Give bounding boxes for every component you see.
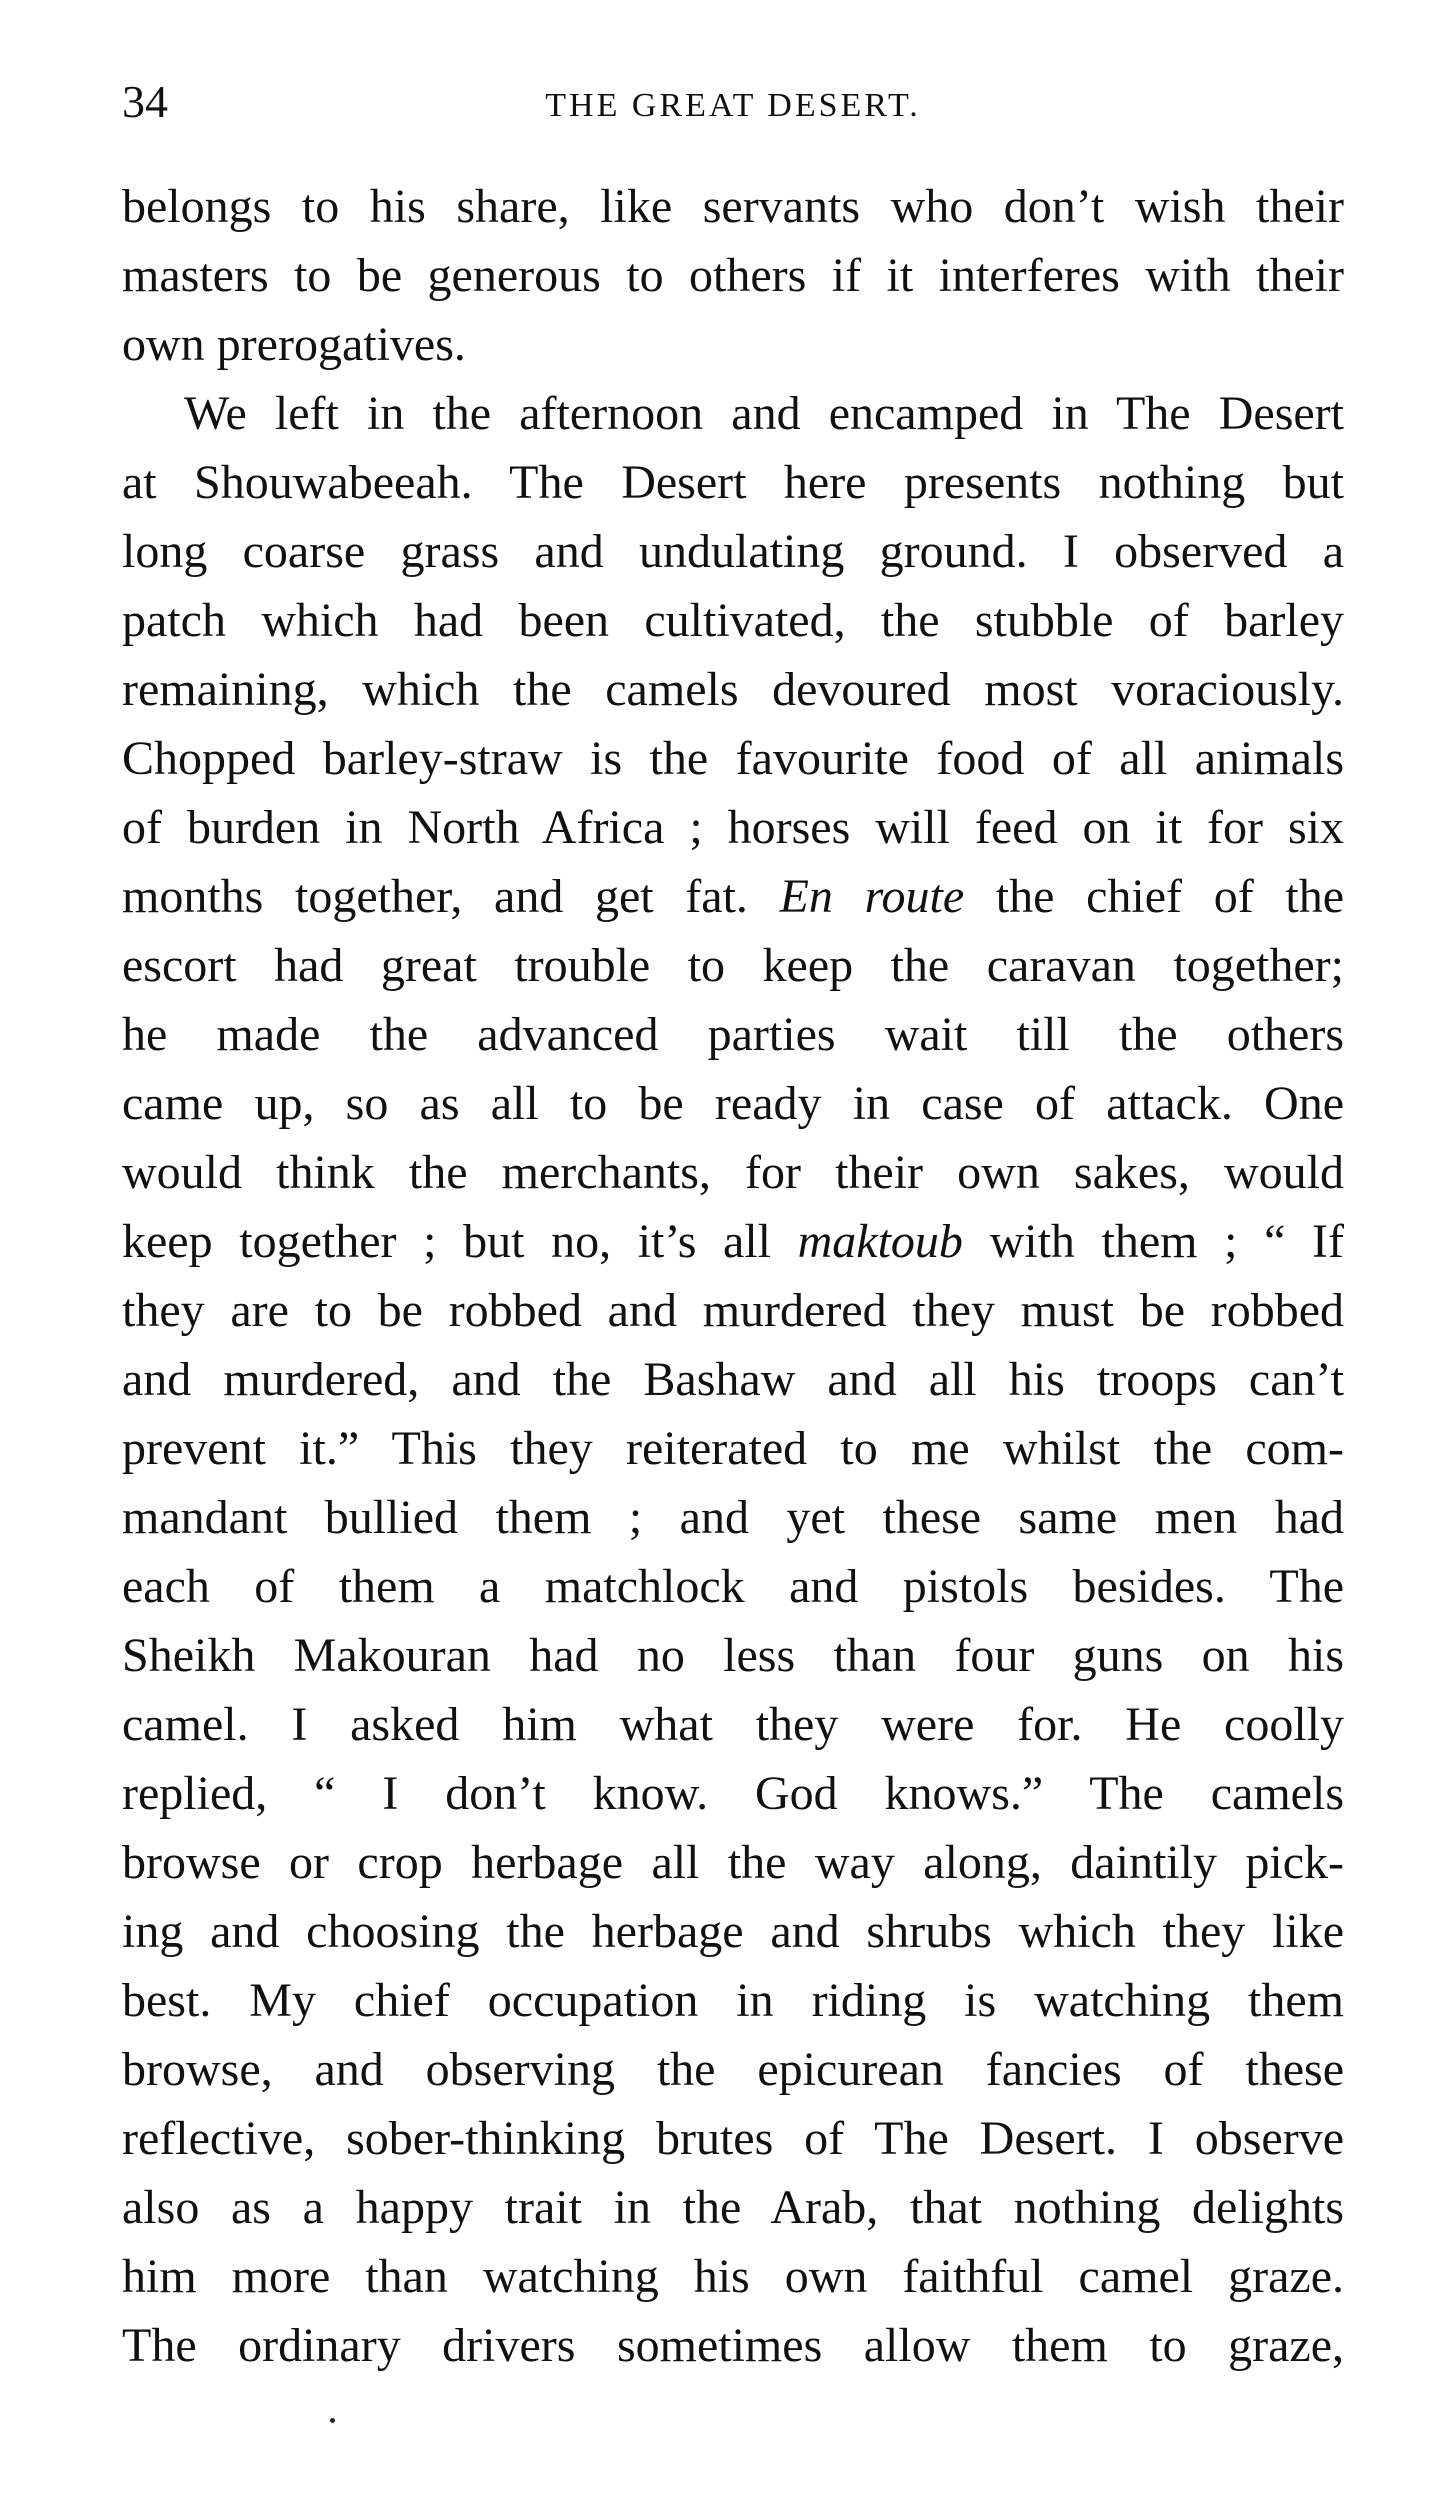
body-text bbox=[122, 172, 1344, 2380]
text-line: came up, so as all to be ready in case of attack. One bbox=[122, 1077, 1344, 1130]
text-line: they are to be robbed and murdered they must be robbed bbox=[122, 1284, 1344, 1337]
running-title: THE GREAT DESERT. bbox=[545, 87, 921, 124]
running-head bbox=[122, 72, 1344, 132]
text-line: prevent it.” This they reiterated to me whilst the com- bbox=[122, 1422, 1344, 1475]
page-number: 34 bbox=[122, 76, 168, 127]
text-line: replied, “ I don’t know. God knows.” The camels bbox=[122, 1767, 1344, 1820]
text-line: ing and choosing the herbage and shrubs which they like bbox=[122, 1905, 1344, 1958]
text-line: Chopped barley-straw is the favourite food of all animals bbox=[122, 732, 1344, 785]
text-line: each of them a matchlock and pistols besides. The bbox=[122, 1560, 1344, 1613]
text-line: would think the merchants, for their own sakes, would bbox=[122, 1146, 1344, 1199]
text-line: long coarse grass and undulating ground. I observed a bbox=[122, 525, 1344, 578]
text-line: mandant bullied them ; and yet these same men had bbox=[122, 1491, 1344, 1544]
text-line: Sheikh Makouran had no less than four guns on his bbox=[122, 1629, 1344, 1682]
text-line: at Shouwabeeah. The Desert here presents nothing but bbox=[122, 456, 1344, 509]
ink-speck bbox=[330, 2418, 335, 2423]
text-line: him more than watching his own faithful camel graze. bbox=[122, 2250, 1344, 2303]
text-line: masters to be generous to others if it interferes with their bbox=[122, 249, 1344, 302]
text-line: keep together ; but no, it’s all maktoub with them ; “ If bbox=[122, 1215, 1345, 1268]
text-line: remaining, which the camels devoured most voraciously. bbox=[122, 663, 1344, 716]
text-line: he made the advanced parties wait till the others bbox=[122, 1008, 1344, 1061]
text-line: escort had great trouble to keep the caravan together; bbox=[122, 939, 1344, 992]
text-line: of burden in North Africa ; horses will feed on it for six bbox=[122, 801, 1344, 854]
text-line: reflective, sober-thinking brutes of The Desert. I observe bbox=[122, 2112, 1344, 2165]
text-line: We left in the afternoon and encamped in The Desert bbox=[184, 387, 1344, 440]
text-line: camel. I asked him what they were for. He coolly bbox=[122, 1698, 1344, 1751]
paragraph bbox=[122, 172, 1344, 379]
text-line: browse, and observing the epicurean fancies of these bbox=[122, 2043, 1344, 2096]
text-line: months together, and get fat. En route the chief of the bbox=[122, 870, 1345, 923]
paragraph bbox=[122, 379, 1344, 2380]
text-line: and murdered, and the Bashaw and all his troops can’t bbox=[122, 1353, 1344, 1406]
text-line: The ordinary drivers sometimes allow them to graze, bbox=[122, 2319, 1344, 2372]
text-line: best. My chief occupation in riding is watching them bbox=[122, 1974, 1344, 2027]
text-line: browse or crop herbage all the way along, daintily pick- bbox=[122, 1836, 1344, 1889]
text-line: own prerogatives. bbox=[122, 318, 466, 371]
text-line: also as a happy trait in the Arab, that nothing delights bbox=[122, 2181, 1344, 2234]
text-line: patch which had been cultivated, the stubble of barley bbox=[122, 594, 1344, 647]
text-line: belongs to his share, like servants who don’t wish their bbox=[122, 180, 1344, 233]
